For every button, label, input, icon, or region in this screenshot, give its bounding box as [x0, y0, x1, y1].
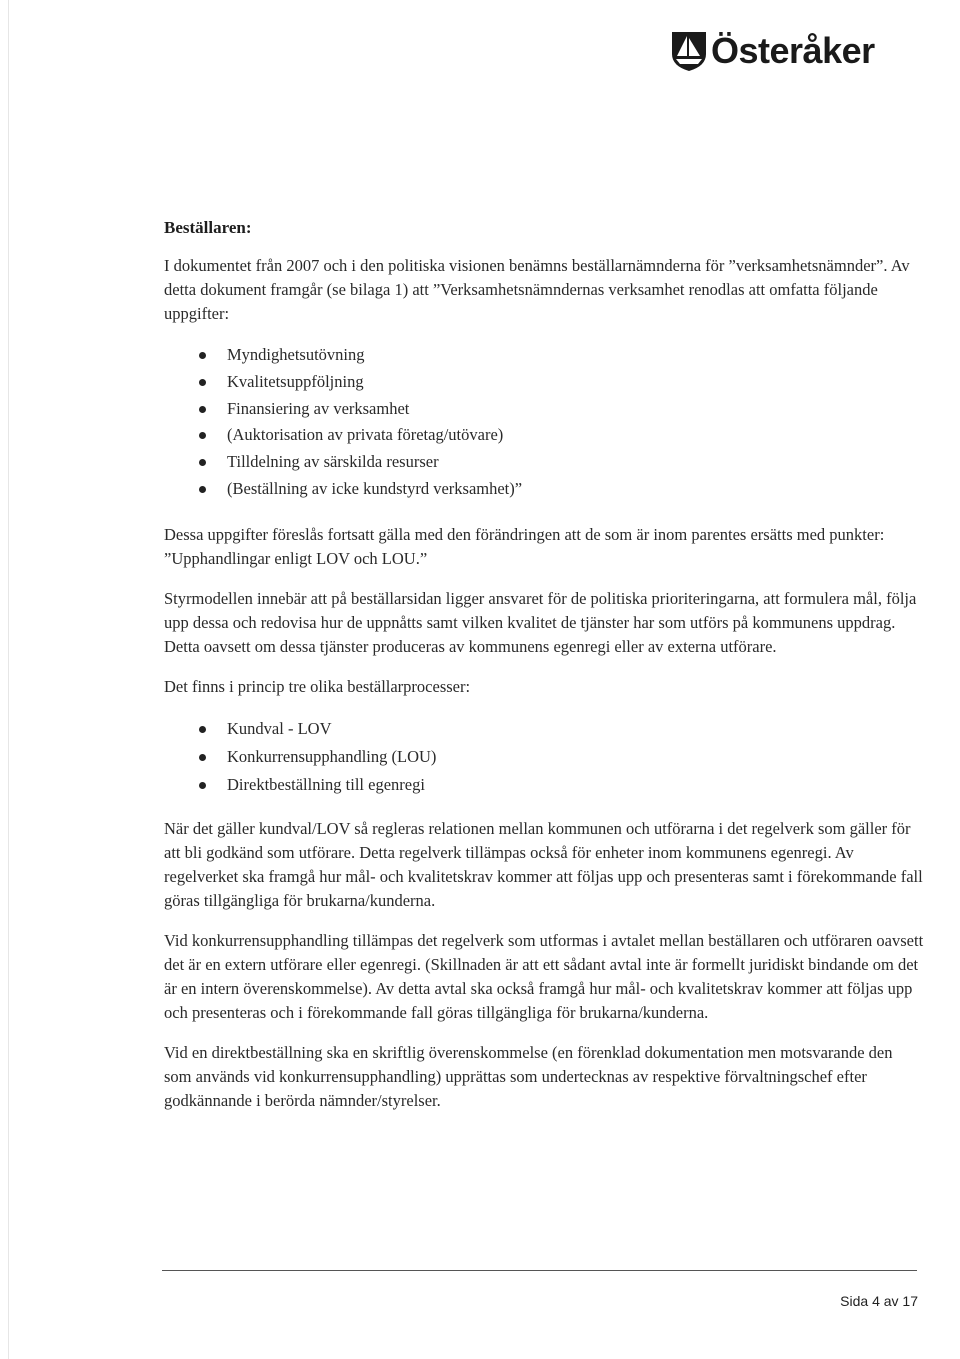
paragraph-direkt: Vid en direktbeställning ska en skriftlig överenskommelse (en förenklad dokumentation men motsvarande den som används vid konkurrensupphandling) upprättas som undertecknas av respektive förvaltningschef efter godkännande i berörda nämnder/styrelser.	[164, 1042, 893, 1110]
list-item-text: Kvalitetsuppföljning	[227, 371, 364, 391]
list-item	[164, 743, 924, 771]
list-item-text: Kundval - LOV	[227, 718, 332, 738]
list-item	[164, 449, 924, 476]
list-item	[164, 476, 924, 503]
list-item	[164, 715, 924, 743]
municipal-crest-icon	[670, 30, 708, 72]
list-item-text: (Auktorisation av privata företag/utövare)	[227, 425, 504, 445]
logo	[670, 30, 875, 72]
scan-edge	[8, 0, 9, 1359]
section-heading: Beställaren:	[164, 218, 252, 237]
bullet-icon	[199, 486, 206, 493]
bullet-icon	[199, 379, 206, 386]
list-item	[164, 369, 924, 396]
task-list	[164, 342, 924, 503]
bullet-icon	[199, 782, 206, 789]
bullet-icon	[199, 754, 206, 761]
list-item	[164, 422, 924, 449]
process-list	[164, 715, 924, 799]
bullet-icon	[199, 726, 206, 733]
list-item-text: Konkurrensupphandling (LOU)	[227, 746, 437, 766]
page-number: Sida 4 av 17	[840, 1293, 918, 1309]
list-item-text: Direktbeställning till egenregi	[227, 774, 425, 794]
bullet-icon	[199, 406, 206, 413]
list-item	[164, 771, 924, 799]
paragraph-konkurrens: Vid konkurrensupphandling tillämpas det regelverk som utformas i avtalet mellan beställaren och utföraren oavsett det är en extern utförare eller egenregi. (Skillnaden är att ett sådant avtal inte är formellt juridiskt bindande om det är en intern överenskommelse). Av detta avtal ska också framgå hur mål- och kvalitetskrav kommer att följas upp och presenteras och i förekommande fall göras tillgängliga för brukarna/kunderna.	[164, 930, 924, 1022]
paragraph-intro: I dokumentet från 2007 och i den politiska visionen benämns beställarnämnderna för ”verksamhetsnämnder”. Av detta dokument framgår (se bilaga 1) att ”Verksamhetsnämndernas verksamhet renodlas att omfatta följande uppgifter:	[164, 256, 910, 323]
list-item-text: Tilldelning av särskilda resurser	[227, 452, 439, 472]
logo-text: Österåker	[711, 30, 875, 71]
list-item-text: Myndighetsutövning	[227, 345, 365, 364]
paragraph-changes: Dessa uppgifter föreslås fortsatt gälla med den förändringen att de som är inom parentes ersätts med punkter: ”Upphandlingar enligt LOV och LOU.”	[164, 524, 885, 568]
bullet-icon	[199, 352, 206, 359]
paragraph-kundval: När det gäller kundval/LOV så regleras relationen mellan kommunen och utförarna i det regelverk som gäller för att bli godkänd som utförare. Detta regelverk tillämpas också för enheter inom kommunens egenregi. Av regelverket ska framgå hur mål- och kvalitetskrav kommer att följas upp och presenteras samt i förekommande fall göras tillgängliga för brukarna/kunderna.	[164, 818, 923, 910]
list-item	[164, 342, 924, 369]
bullet-icon	[199, 459, 206, 466]
list-item	[164, 396, 924, 423]
document-body	[164, 218, 924, 1129]
paragraph-processes-intro: Det finns i princip tre olika beställarprocesser:	[164, 676, 471, 696]
list-item-text: Finansiering av verksamhet	[227, 398, 410, 418]
list-item-text: (Beställning av icke kundstyrd verksamhet)”	[227, 478, 523, 498]
paragraph-governance: Styrmodellen innebär att på beställarsidan ligger ansvaret för de politiska prioriteringarna, att formulera mål, följa upp dessa och redovisa hur de uppnåtts samt vilken kvalitet de tjänster har som utförs på kommunens uppdrag. Detta oavsett om dessa tjänster produceras av kommunens egenregi eller av externa utförare.	[164, 588, 917, 656]
bullet-icon	[199, 432, 206, 439]
footer-divider	[162, 1270, 917, 1271]
